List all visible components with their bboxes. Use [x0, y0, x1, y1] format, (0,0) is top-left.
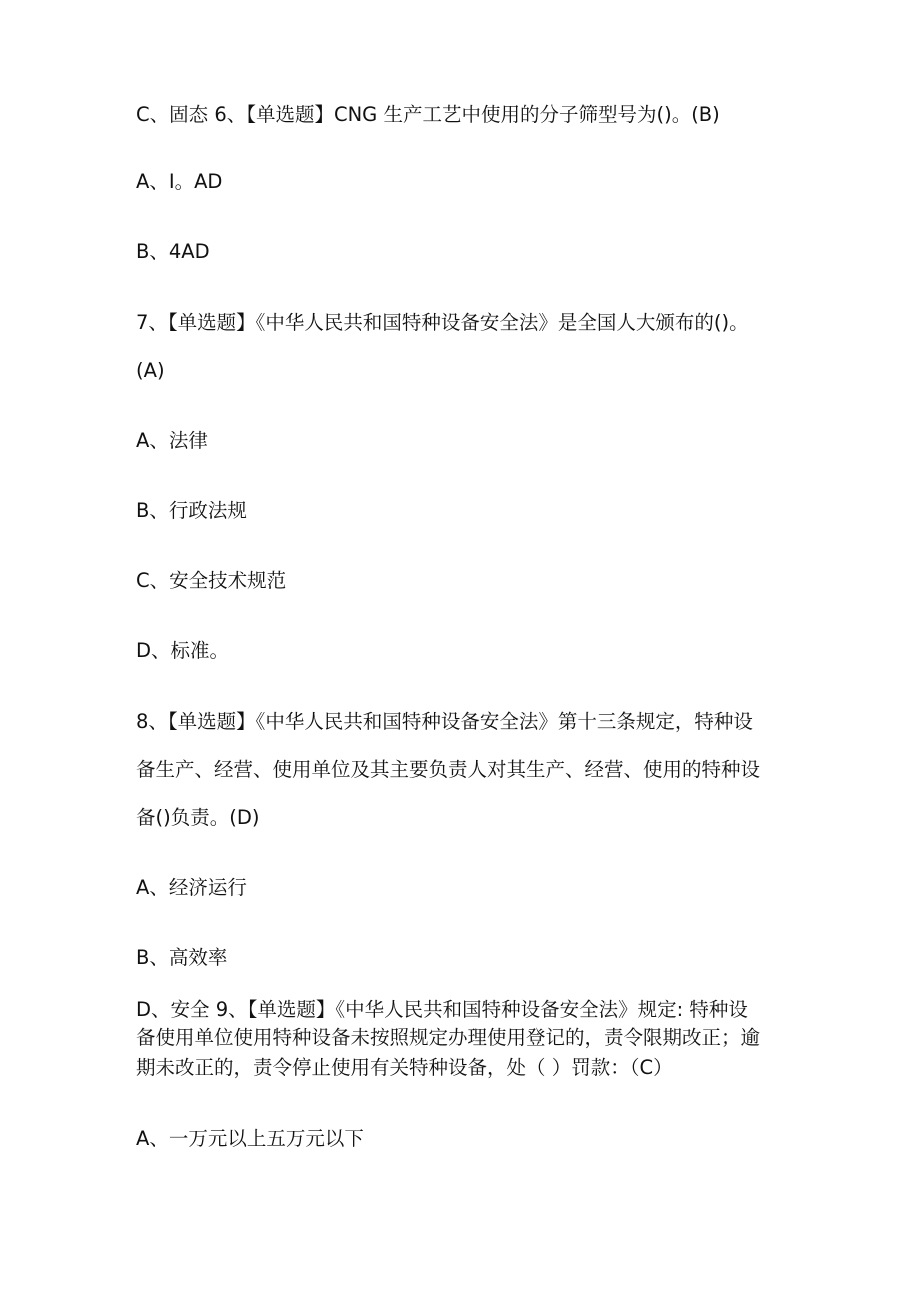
q6-option-a: A、I。AD [136, 170, 223, 193]
q7-option-b: B、行政法规 [136, 499, 247, 522]
q8-option-b: B、高效率 [136, 946, 228, 969]
q7-answer: (A) [136, 359, 165, 382]
q8-question-line-3: 备()负责。(D) [136, 806, 260, 829]
q7-option-c: C、安全技术规范 [136, 569, 287, 592]
q9-option-a: A、一万元以上五万元以下 [136, 1127, 364, 1150]
q7-option-d: D、标准。 [136, 639, 230, 662]
q8-question-line-2: 备生产、经营、使用单位及其主要负责人对其生产、经营、使用的特种设 [136, 758, 761, 781]
q7-option-a: A、法律 [136, 429, 208, 452]
q7-question: 7、【单选题】《中华人民共和国特种设备安全法》是全国人大颁布的()。 [136, 311, 749, 334]
q6-option-c-and-question: C、固态 6、【单选题】CNG 生产工艺中使用的分子筛型号为()。(B) [136, 103, 720, 126]
q9-question-line-2: 备使用单位使用特种设备未按照规定办理使用登记的，责令限期改正；逾 [136, 1026, 761, 1049]
q8-question-line-1: 8、【单选题】《中华人民共和国特种设备安全法》第十三条规定，特种设 [136, 710, 753, 733]
q6-option-b: B、4AD [136, 240, 210, 263]
q8-option-d-and-q9-line-1: D、安全 9、【单选题】《中华人民共和国特种设备安全法》规定: 特种设 [136, 998, 748, 1021]
q8-option-a: A、经济运行 [136, 876, 247, 899]
q9-question-line-3: 期未改正的，责令停止使用有关特种设备，处（ ）罚款：（C） [136, 1056, 673, 1079]
